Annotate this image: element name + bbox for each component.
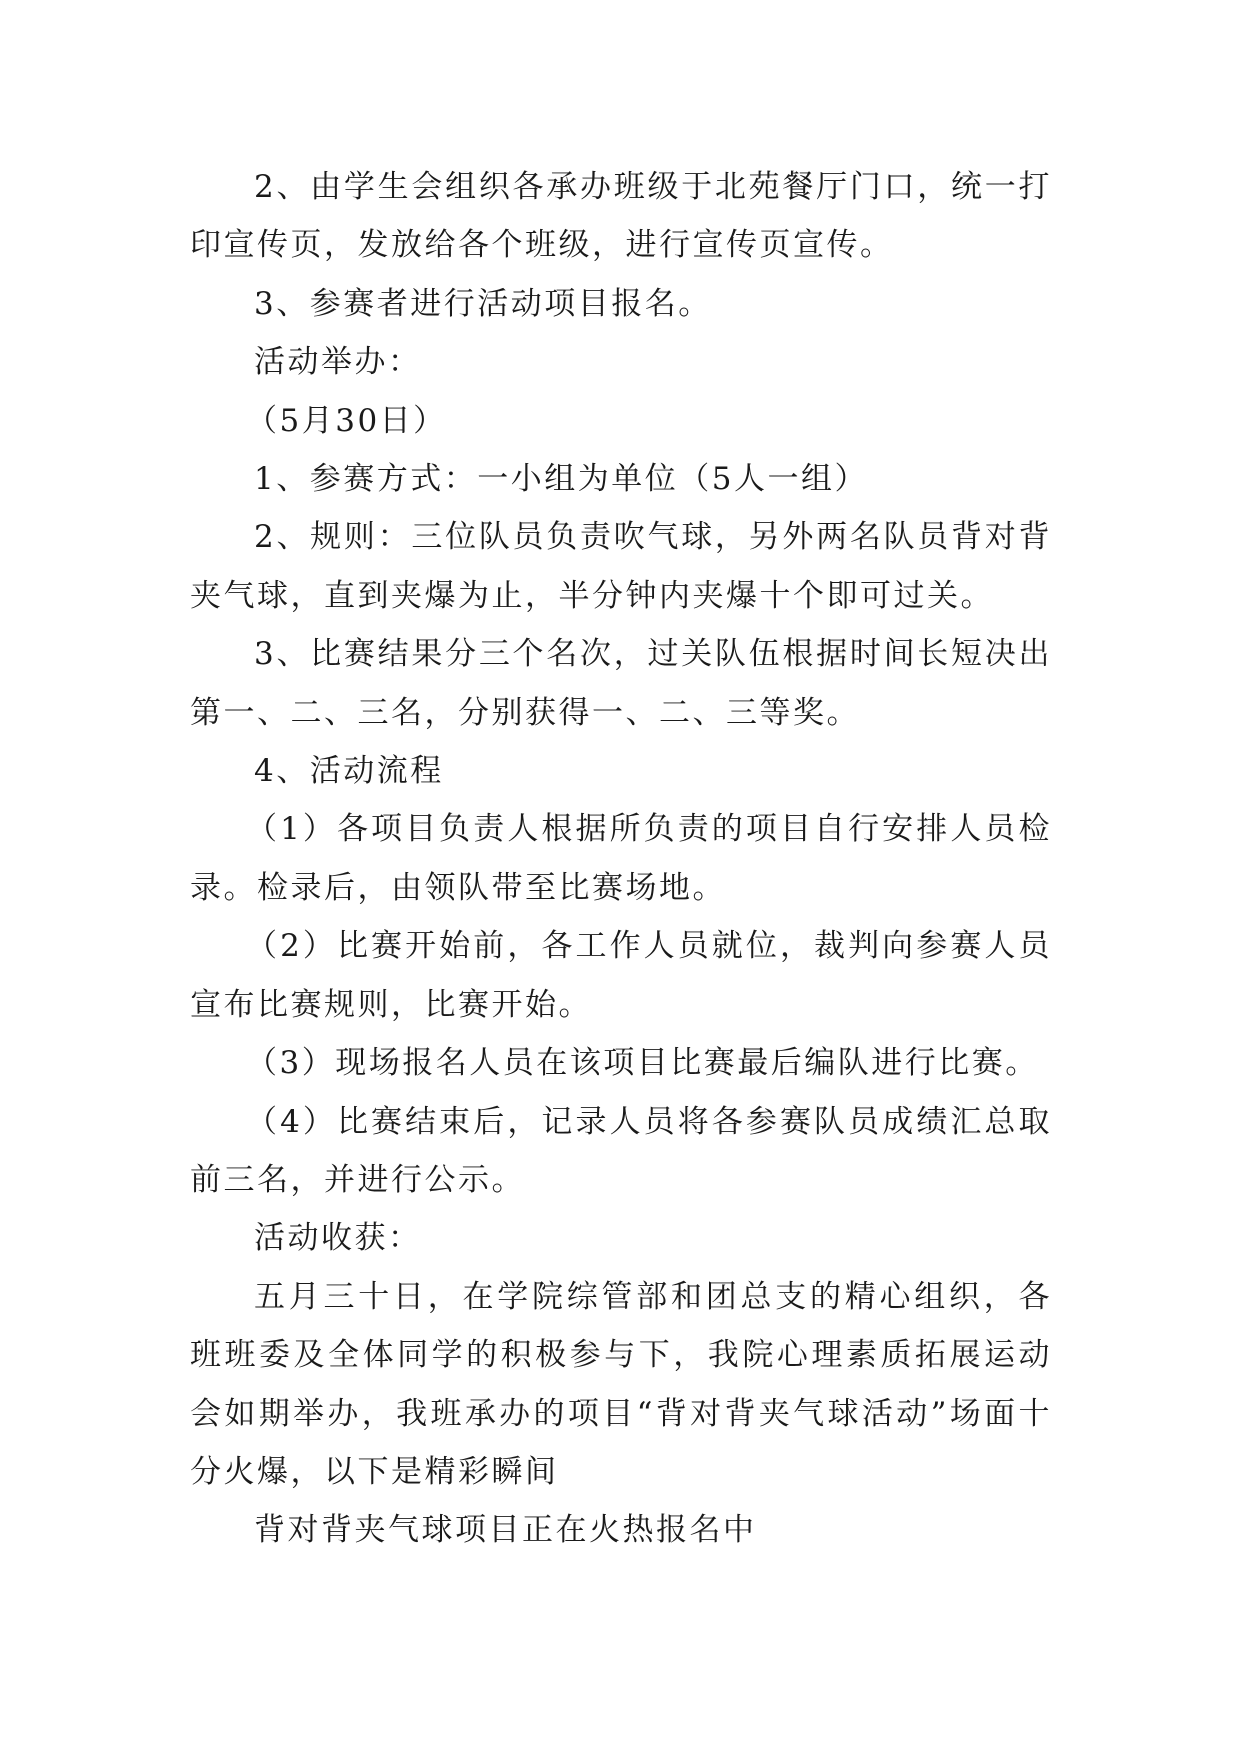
paragraph-caption: 背对背夹气球项目正在火热报名中 — [254, 1512, 757, 1549]
process-step-1: （1）各项目负责人根据所负责的项目自行安排人员检录。检录后，由领队带至比赛场地。 — [190, 811, 1052, 906]
paragraph-promotion-step: 2、由学生会组织各承办班级于北苑餐厅门口，统一打印宣传页，发放给各个班级，进行宣传页宣传。 — [190, 169, 1052, 264]
process-step-2: （2）比赛开始前，各工作人员就位，裁判向参赛人员宣布比赛规则，比赛开始。 — [190, 928, 1052, 1023]
paragraph-rules: 2、规则：三位队员负责吹气球，另外两名队员背对背夹气球，直到夹爆为止，半分钟内夹爆十个即可过关。 — [190, 519, 1052, 614]
paragraph-registration-step: 3、参赛者进行活动项目报名。 — [254, 285, 712, 322]
section-heading-event: 活动举办： — [254, 344, 422, 381]
event-date: （5月30日） — [246, 402, 447, 439]
document-body — [190, 158, 1052, 1560]
paragraph-participation-mode: 1、参赛方式：一小组为单位（5人一组） — [254, 461, 868, 498]
section-heading-outcome: 活动收获： — [254, 1220, 422, 1257]
paragraph-outcome: 五月三十日，在学院综管部和团总支的精心组织，各班班委及全体同学的积极参与下，我院心理素质拓展运动会如期举办，我班承办的项目“背对背夹气球活动”场面十分火爆，以下是精彩瞬间 — [190, 1278, 1052, 1490]
process-step-3: （3）现场报名人员在该项目比赛最后编队进行比赛。 — [246, 1045, 1039, 1082]
paragraph-process-heading: 4、活动流程 — [254, 753, 444, 790]
paragraph-results: 3、比赛结果分三个名次，过关队伍根据时间长短决出第一、二、三名，分别获得一、二、三等奖。 — [190, 636, 1052, 731]
process-step-4: （4）比赛结束后，记录人员将各参赛队员成绩汇总取前三名，并进行公示。 — [190, 1103, 1052, 1198]
